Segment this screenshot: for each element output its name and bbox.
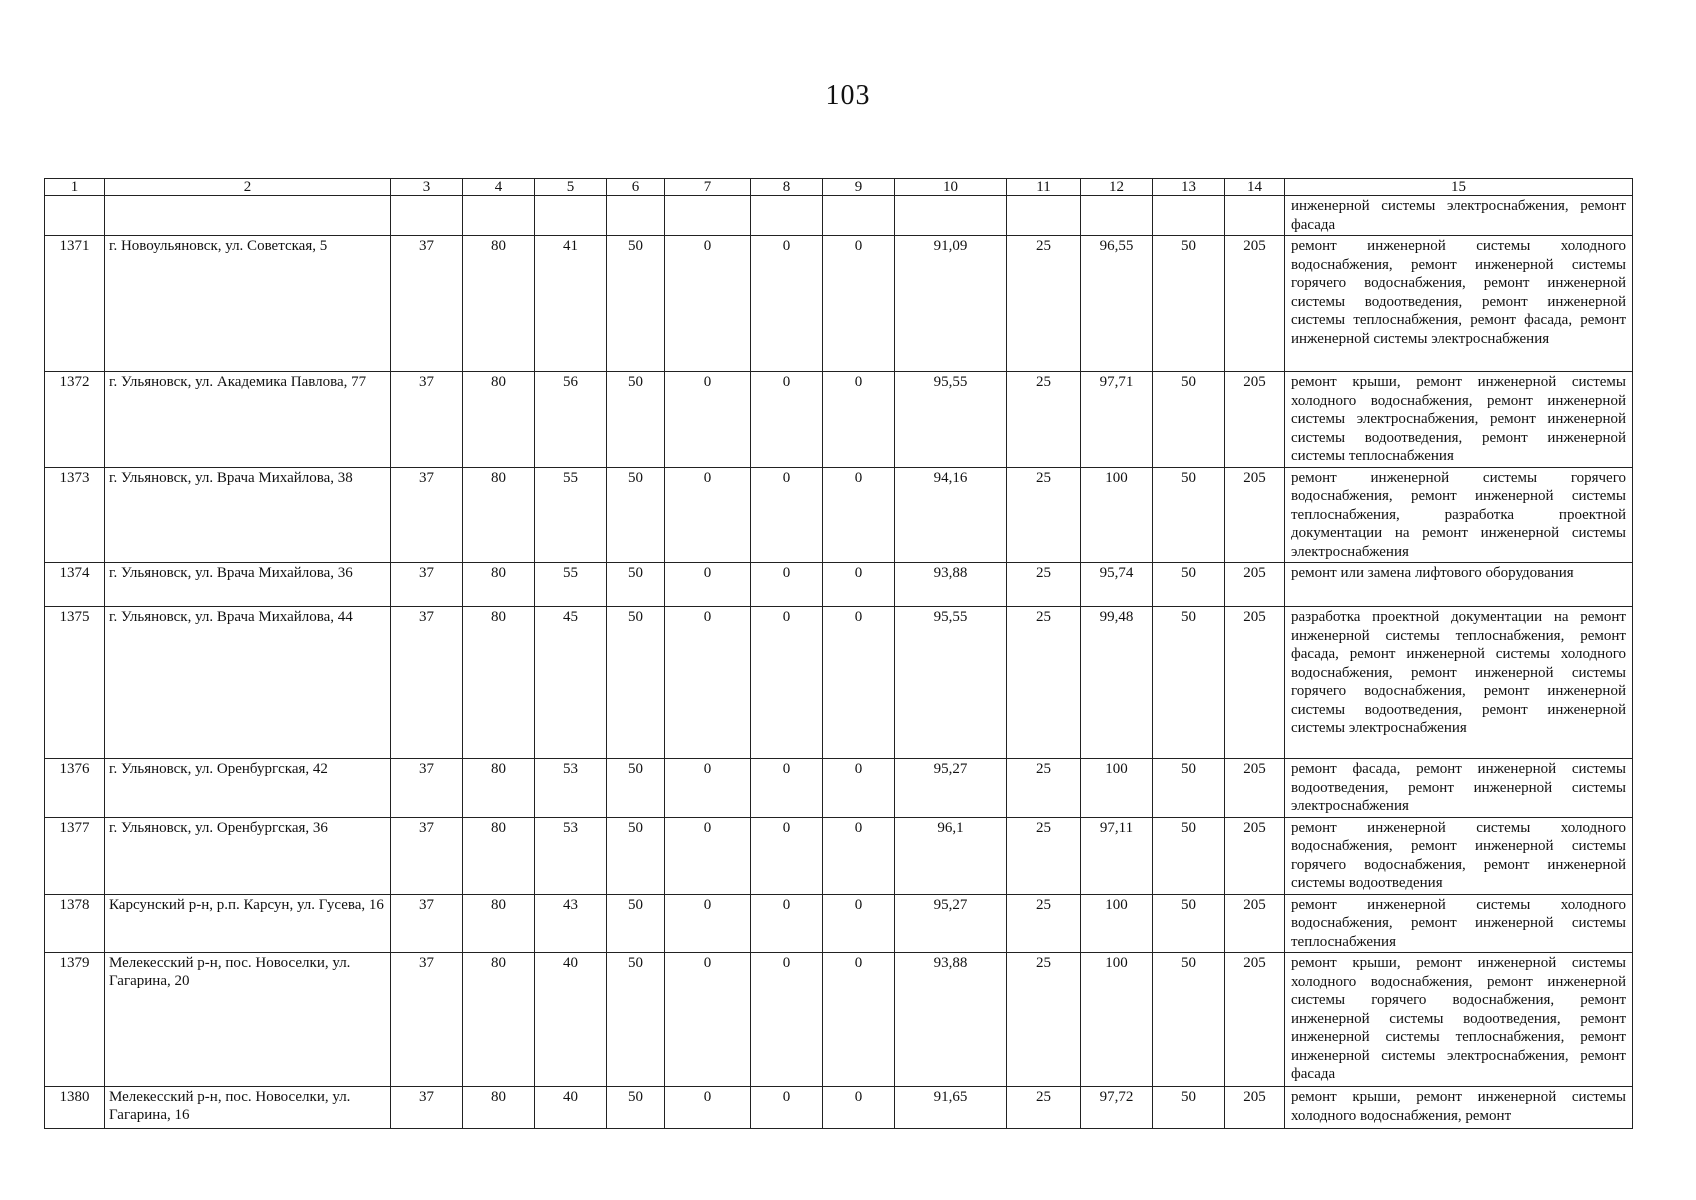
column-header-4: 4 xyxy=(463,179,535,196)
col-11-cell: 25 xyxy=(1007,372,1081,468)
col-8-cell: 0 xyxy=(751,372,823,468)
col-3-cell: 37 xyxy=(391,563,463,607)
col-12-cell: 97,71 xyxy=(1081,372,1153,468)
row-number-cell: 1371 xyxy=(45,236,105,372)
col-6-cell: 50 xyxy=(607,236,665,372)
col-12-cell: 99,48 xyxy=(1081,607,1153,759)
works-cell: ремонт инженерной системы холодного водоснабжения, ремонт инженерной системы теплоснабжения xyxy=(1285,894,1633,953)
col-9-cell: 0 xyxy=(823,759,895,818)
works-cell: ремонт фасада, ремонт инженерной системы водоотведения, ремонт инженерной системы электроснабжения xyxy=(1285,759,1633,818)
table-row xyxy=(45,894,1633,953)
row-number-cell: 1377 xyxy=(45,817,105,894)
column-header-9: 9 xyxy=(823,179,895,196)
col-14-cell: 205 xyxy=(1225,1087,1285,1129)
column-header-2: 2 xyxy=(105,179,391,196)
page-number: 103 xyxy=(825,80,871,111)
col-3-cell: 37 xyxy=(391,607,463,759)
col-7-cell: 0 xyxy=(665,607,751,759)
col-8-cell: 0 xyxy=(751,607,823,759)
col-9-cell: 0 xyxy=(823,563,895,607)
col-12-cell: 97,72 xyxy=(1081,1087,1153,1129)
column-header-13: 13 xyxy=(1153,179,1225,196)
address-cell: г. Ульяновск, ул. Врача Михайлова, 36 xyxy=(105,563,391,607)
col-11-cell: 25 xyxy=(1007,817,1081,894)
col-9-cell: 0 xyxy=(823,372,895,468)
col-14-cell: 205 xyxy=(1225,467,1285,563)
works-cell: ремонт инженерной системы холодного водоснабжения, ремонт инженерной системы горячего водоснабжения, ремонт инженерной системы водоотведения, ремонт инженерной системы теплоснабжения, ремонт фасада, ремонт инженерной системы электроснабжения xyxy=(1285,236,1633,372)
address-cell: Мелекесский р-н, пос. Новоселки, ул. Гагарина, 20 xyxy=(105,953,391,1087)
col-4-cell: 80 xyxy=(463,372,535,468)
col-13-cell: 50 xyxy=(1153,759,1225,818)
col-9-cell: 0 xyxy=(823,607,895,759)
col-4-cell: 80 xyxy=(463,1087,535,1129)
col-6-cell: 50 xyxy=(607,1087,665,1129)
col-12-cell: 100 xyxy=(1081,759,1153,818)
table-row xyxy=(45,467,1633,563)
col-6-cell: 50 xyxy=(607,894,665,953)
col-4-cell: 80 xyxy=(463,236,535,372)
table-row xyxy=(45,953,1633,1087)
works-cell: ремонт инженерной системы горячего водоснабжения, ремонт инженерной системы теплоснабжения, разработка проектной документации на ремонт инженерной системы электроснабжения xyxy=(1285,467,1633,563)
table-row xyxy=(45,759,1633,818)
col-8-cell: 0 xyxy=(751,817,823,894)
column-header-7: 7 xyxy=(665,179,751,196)
col-9-cell: 0 xyxy=(823,1087,895,1129)
col-13-cell: 50 xyxy=(1153,607,1225,759)
col-4-cell: 80 xyxy=(463,953,535,1087)
row-number-cell: 1375 xyxy=(45,607,105,759)
col-6-cell: 50 xyxy=(607,817,665,894)
col-7-cell: 0 xyxy=(665,817,751,894)
table-body xyxy=(45,196,1633,1129)
col-10-cell: 93,88 xyxy=(895,563,1007,607)
col-7-cell: 0 xyxy=(665,236,751,372)
col-5-cell: 53 xyxy=(535,759,607,818)
col-8-cell: 0 xyxy=(751,953,823,1087)
table-row xyxy=(45,372,1633,468)
col-12-cell: 100 xyxy=(1081,467,1153,563)
col-10-cell: 96,1 xyxy=(895,817,1007,894)
col-5-cell: 53 xyxy=(535,817,607,894)
col-12-cell: 95,74 xyxy=(1081,563,1153,607)
table-row xyxy=(45,236,1633,372)
column-header-11: 11 xyxy=(1007,179,1081,196)
row-number-cell: 1376 xyxy=(45,759,105,818)
col-3-cell: 37 xyxy=(391,817,463,894)
header-row xyxy=(45,179,1633,196)
col-9-cell: 0 xyxy=(823,894,895,953)
col-7-cell: 0 xyxy=(665,372,751,468)
col-14-cell: 205 xyxy=(1225,953,1285,1087)
col-9-cell: 0 xyxy=(823,467,895,563)
address-cell: г. Ульяновск, ул. Врача Михайлова, 44 xyxy=(105,607,391,759)
col-8-cell: 0 xyxy=(751,1087,823,1129)
col-12-cell: 100 xyxy=(1081,894,1153,953)
address-cell: г. Ульяновск, ул. Академика Павлова, 77 xyxy=(105,372,391,468)
col-4-cell: 80 xyxy=(463,817,535,894)
col-14-cell: 205 xyxy=(1225,894,1285,953)
col-13-cell: 50 xyxy=(1153,563,1225,607)
col-4-cell: 80 xyxy=(463,894,535,953)
column-header-8: 8 xyxy=(751,179,823,196)
col-12-cell: 97,11 xyxy=(1081,817,1153,894)
col-10-cell: 94,16 xyxy=(895,467,1007,563)
col-6-cell: 50 xyxy=(607,467,665,563)
col-10-cell: 95,27 xyxy=(895,759,1007,818)
address-cell: г. Новоульяновск, ул. Советская, 5 xyxy=(105,236,391,372)
col-10-cell: 93,88 xyxy=(895,953,1007,1087)
col-11-cell: 25 xyxy=(1007,607,1081,759)
col-11-cell: 25 xyxy=(1007,894,1081,953)
col-14-cell: 205 xyxy=(1225,372,1285,468)
col-8-cell: 0 xyxy=(751,759,823,818)
works-cell: ремонт крыши, ремонт инженерной системы холодного водоснабжения, ремонт инженерной системы горячего водоснабжения, ремонт инженерной системы водоотведения, ремонт инженерной системы теплоснабжения, ремонт инженерной системы электроснабжения, ремонт фасада xyxy=(1285,953,1633,1087)
table-row xyxy=(45,607,1633,759)
col-4-cell: 80 xyxy=(463,467,535,563)
row-number-cell: 1372 xyxy=(45,372,105,468)
col-14-cell: 205 xyxy=(1225,236,1285,372)
col-5-cell: 55 xyxy=(535,467,607,563)
col-6-cell: 50 xyxy=(607,759,665,818)
col-7-cell: 0 xyxy=(665,1087,751,1129)
col-4-cell: 80 xyxy=(463,563,535,607)
col-14-cell: 205 xyxy=(1225,817,1285,894)
column-header-5: 5 xyxy=(535,179,607,196)
table-row xyxy=(45,817,1633,894)
col-5-cell: 41 xyxy=(535,236,607,372)
col-8-cell: 0 xyxy=(751,236,823,372)
works-cell: ремонт крыши, ремонт инженерной системы холодного водоснабжения, ремонт инженерной системы электроснабжения, ремонт инженерной системы водоотведения, ремонт инженерной системы теплоснабжения xyxy=(1285,372,1633,468)
col-3-cell: 37 xyxy=(391,953,463,1087)
col-6-cell: 50 xyxy=(607,563,665,607)
works-cell: разработка проектной документации на ремонт инженерной системы теплоснабжения, ремонт фасада, ремонт инженерной системы холодного водоснабжения, ремонт инженерной системы горячего водоснабжения, ремонт инженерной системы водоотведения, ремонт инженерной системы электроснабжения xyxy=(1285,607,1633,759)
col-13-cell: 50 xyxy=(1153,236,1225,372)
col-13-cell: 50 xyxy=(1153,372,1225,468)
row-number-cell: 1380 xyxy=(45,1087,105,1129)
address-cell: г. Ульяновск, ул. Врача Михайлова, 38 xyxy=(105,467,391,563)
column-header-14: 14 xyxy=(1225,179,1285,196)
col-6-cell: 50 xyxy=(607,372,665,468)
col-11-cell: 25 xyxy=(1007,953,1081,1087)
col-6-cell: 50 xyxy=(607,953,665,1087)
address-cell: Карсунский р-н, р.п. Карсун, ул. Гусева, 16 xyxy=(105,894,391,953)
col-13-cell: 50 xyxy=(1153,894,1225,953)
col-10-cell: 95,27 xyxy=(895,894,1007,953)
col-13-cell: 50 xyxy=(1153,467,1225,563)
col-5-cell: 40 xyxy=(535,953,607,1087)
row-number-cell: 1373 xyxy=(45,467,105,563)
col-10-cell: 91,09 xyxy=(895,236,1007,372)
works-cell: ремонт или замена лифтового оборудования xyxy=(1285,563,1633,607)
column-number-header xyxy=(45,179,1633,196)
col-8-cell: 0 xyxy=(751,467,823,563)
row-number-cell: 1374 xyxy=(45,563,105,607)
row-number-cell: 1379 xyxy=(45,953,105,1087)
col-5-cell: 45 xyxy=(535,607,607,759)
col-3-cell: 37 xyxy=(391,467,463,563)
column-header-12: 12 xyxy=(1081,179,1153,196)
col-7-cell: 0 xyxy=(665,563,751,607)
address-cell: г. Ульяновск, ул. Оренбургская, 36 xyxy=(105,817,391,894)
repair-program-table xyxy=(44,178,1633,1129)
col-12-cell: 100 xyxy=(1081,953,1153,1087)
col-7-cell: 0 xyxy=(665,759,751,818)
column-header-3: 3 xyxy=(391,179,463,196)
column-header-10: 10 xyxy=(895,179,1007,196)
works-cell: ремонт инженерной системы холодного водоснабжения, ремонт инженерной системы горячего водоснабжения, ремонт инженерной системы водоотведения xyxy=(1285,817,1633,894)
col-14-cell: 205 xyxy=(1225,759,1285,818)
col-5-cell: 55 xyxy=(535,563,607,607)
col-7-cell: 0 xyxy=(665,467,751,563)
column-header-6: 6 xyxy=(607,179,665,196)
col-10-cell: 95,55 xyxy=(895,607,1007,759)
col-12-cell: 96,55 xyxy=(1081,236,1153,372)
col-4-cell: 80 xyxy=(463,607,535,759)
col-11-cell: 25 xyxy=(1007,759,1081,818)
col-5-cell: 43 xyxy=(535,894,607,953)
continuation-works: инженерной системы электроснабжения, ремонт фасада xyxy=(1285,196,1633,236)
col-11-cell: 25 xyxy=(1007,1087,1081,1129)
works-cell: ремонт крыши, ремонт инженерной системы холодного водоснабжения, ремонт xyxy=(1285,1087,1633,1129)
col-14-cell: 205 xyxy=(1225,607,1285,759)
col-3-cell: 37 xyxy=(391,236,463,372)
col-5-cell: 56 xyxy=(535,372,607,468)
col-13-cell: 50 xyxy=(1153,1087,1225,1129)
col-14-cell: 205 xyxy=(1225,563,1285,607)
column-header-15: 15 xyxy=(1285,179,1633,196)
col-9-cell: 0 xyxy=(823,953,895,1087)
col-3-cell: 37 xyxy=(391,759,463,818)
col-8-cell: 0 xyxy=(751,563,823,607)
col-11-cell: 25 xyxy=(1007,236,1081,372)
col-11-cell: 25 xyxy=(1007,467,1081,563)
col-11-cell: 25 xyxy=(1007,563,1081,607)
col-10-cell: 95,55 xyxy=(895,372,1007,468)
col-9-cell: 0 xyxy=(823,236,895,372)
col-3-cell: 37 xyxy=(391,1087,463,1129)
col-4-cell: 80 xyxy=(463,759,535,818)
col-5-cell: 40 xyxy=(535,1087,607,1129)
table-row xyxy=(45,563,1633,607)
column-header-1: 1 xyxy=(45,179,105,196)
col-13-cell: 50 xyxy=(1153,817,1225,894)
col-13-cell: 50 xyxy=(1153,953,1225,1087)
col-3-cell: 37 xyxy=(391,372,463,468)
address-cell: Мелекесский р-н, пос. Новоселки, ул. Гагарина, 16 xyxy=(105,1087,391,1129)
table-row xyxy=(45,1087,1633,1129)
col-7-cell: 0 xyxy=(665,953,751,1087)
col-8-cell: 0 xyxy=(751,894,823,953)
col-7-cell: 0 xyxy=(665,894,751,953)
address-cell: г. Ульяновск, ул. Оренбургская, 42 xyxy=(105,759,391,818)
col-6-cell: 50 xyxy=(607,607,665,759)
col-9-cell: 0 xyxy=(823,817,895,894)
continuation-row xyxy=(45,196,1633,236)
row-number-cell: 1378 xyxy=(45,894,105,953)
col-3-cell: 37 xyxy=(391,894,463,953)
col-10-cell: 91,65 xyxy=(895,1087,1007,1129)
